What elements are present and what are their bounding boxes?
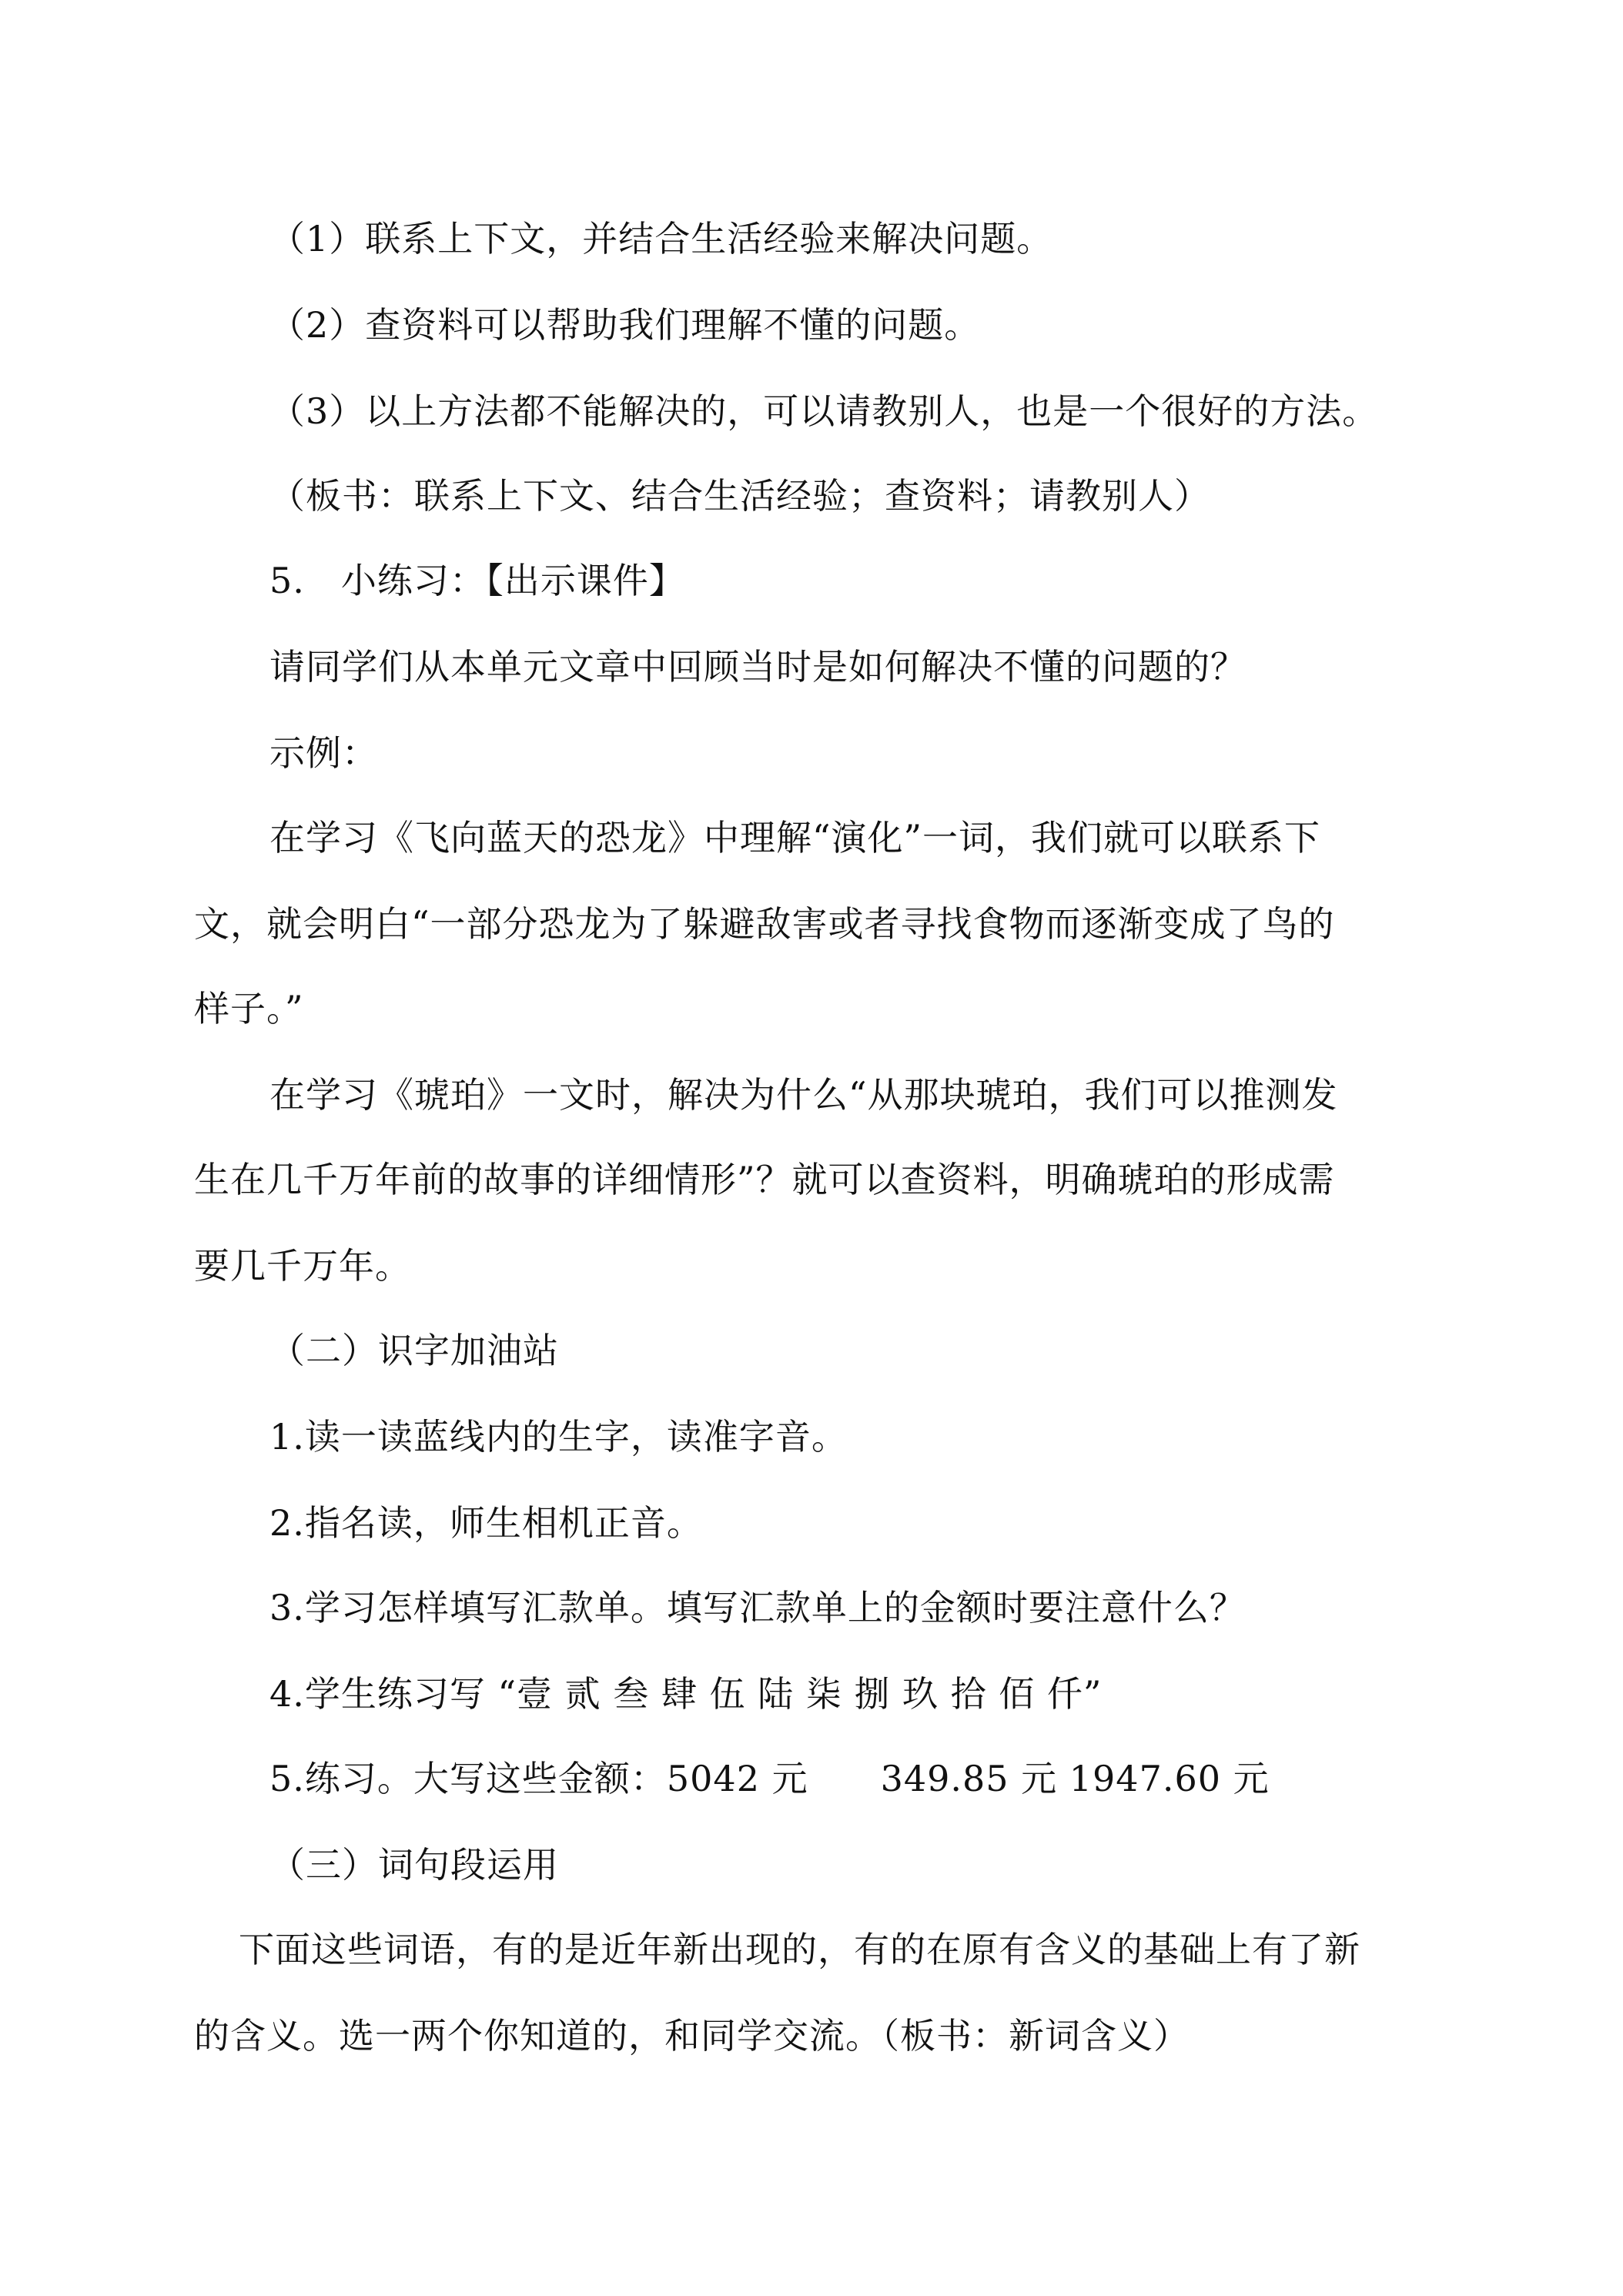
- text-line-board-notes: （板书：联系上下文、结合生活经验；查资料；请教别人）: [269, 475, 1210, 517]
- text-line-method-3: （3）以上方法都不能解决的，可以请教别人，也是一个很好的方法。: [269, 390, 1379, 432]
- text-line-method-2: （2）查资料可以帮助我们理解不懂的问题。: [269, 304, 981, 346]
- text-line-literacy-5: 5.练习。大写这些金额：5042 元 349.85 元 1947.60 元: [269, 1758, 1270, 1799]
- text-line-example-label: 示例：: [269, 732, 378, 774]
- text-line-literacy-2: 2.指名读，师生相机正音。: [269, 1502, 703, 1544]
- section-heading-literacy: （二）识字加油站: [269, 1330, 559, 1371]
- text-line-method-1: （1）联系上下文，并结合生活经验来解决问题。: [269, 218, 1053, 259]
- text-line-example-2a: 在学习《琥珀》一文时，解决为什么“从那块琥珀，我们可以推测发: [269, 1074, 1338, 1116]
- text-line-example-1c: 样子。”: [194, 988, 304, 1029]
- text-line-example-1b: 文，就会明白“一部分恐龙为了躲避敌害或者寻找食物而逐渐变成了鸟的: [194, 903, 1335, 945]
- section-heading-usage: （三）词句段运用: [269, 1844, 559, 1886]
- text-line-literacy-4: 4.学生练习写 “壹 贰 叁 肆 伍 陆 柒 捌 玖 拾 佰 仟”: [269, 1673, 1103, 1715]
- text-line-example-2b: 生在几千万年前的故事的详细情形”？就可以查资料，明确琥珀的形成需: [194, 1159, 1335, 1200]
- text-line-literacy-3: 3.学习怎样填写汇款单。填写汇款单上的金额时要注意什么？: [269, 1587, 1246, 1628]
- text-line-usage-1: 下面这些词语，有的是近年新出现的，有的在原有含义的基础上有了新: [239, 1929, 1360, 1970]
- text-line-exercise-heading: 5. 小练习：【出示课件】: [269, 560, 685, 601]
- text-line-literacy-1: 1.读一读蓝线内的生字，读准字音。: [269, 1416, 848, 1458]
- text-line-example-2c: 要几千万年。: [194, 1245, 411, 1287]
- text-line-exercise-question: 请同学们从本单元文章中回顾当时是如何解决不懂的问题的？: [269, 646, 1247, 688]
- text-line-usage-2: 的含义。选一两个你知道的，和同学交流。（板书：新词含义）: [194, 2015, 1190, 2057]
- text-line-example-1a: 在学习《飞向蓝天的恐龙》中理解“演化”一词，我们就可以联系下: [269, 817, 1321, 858]
